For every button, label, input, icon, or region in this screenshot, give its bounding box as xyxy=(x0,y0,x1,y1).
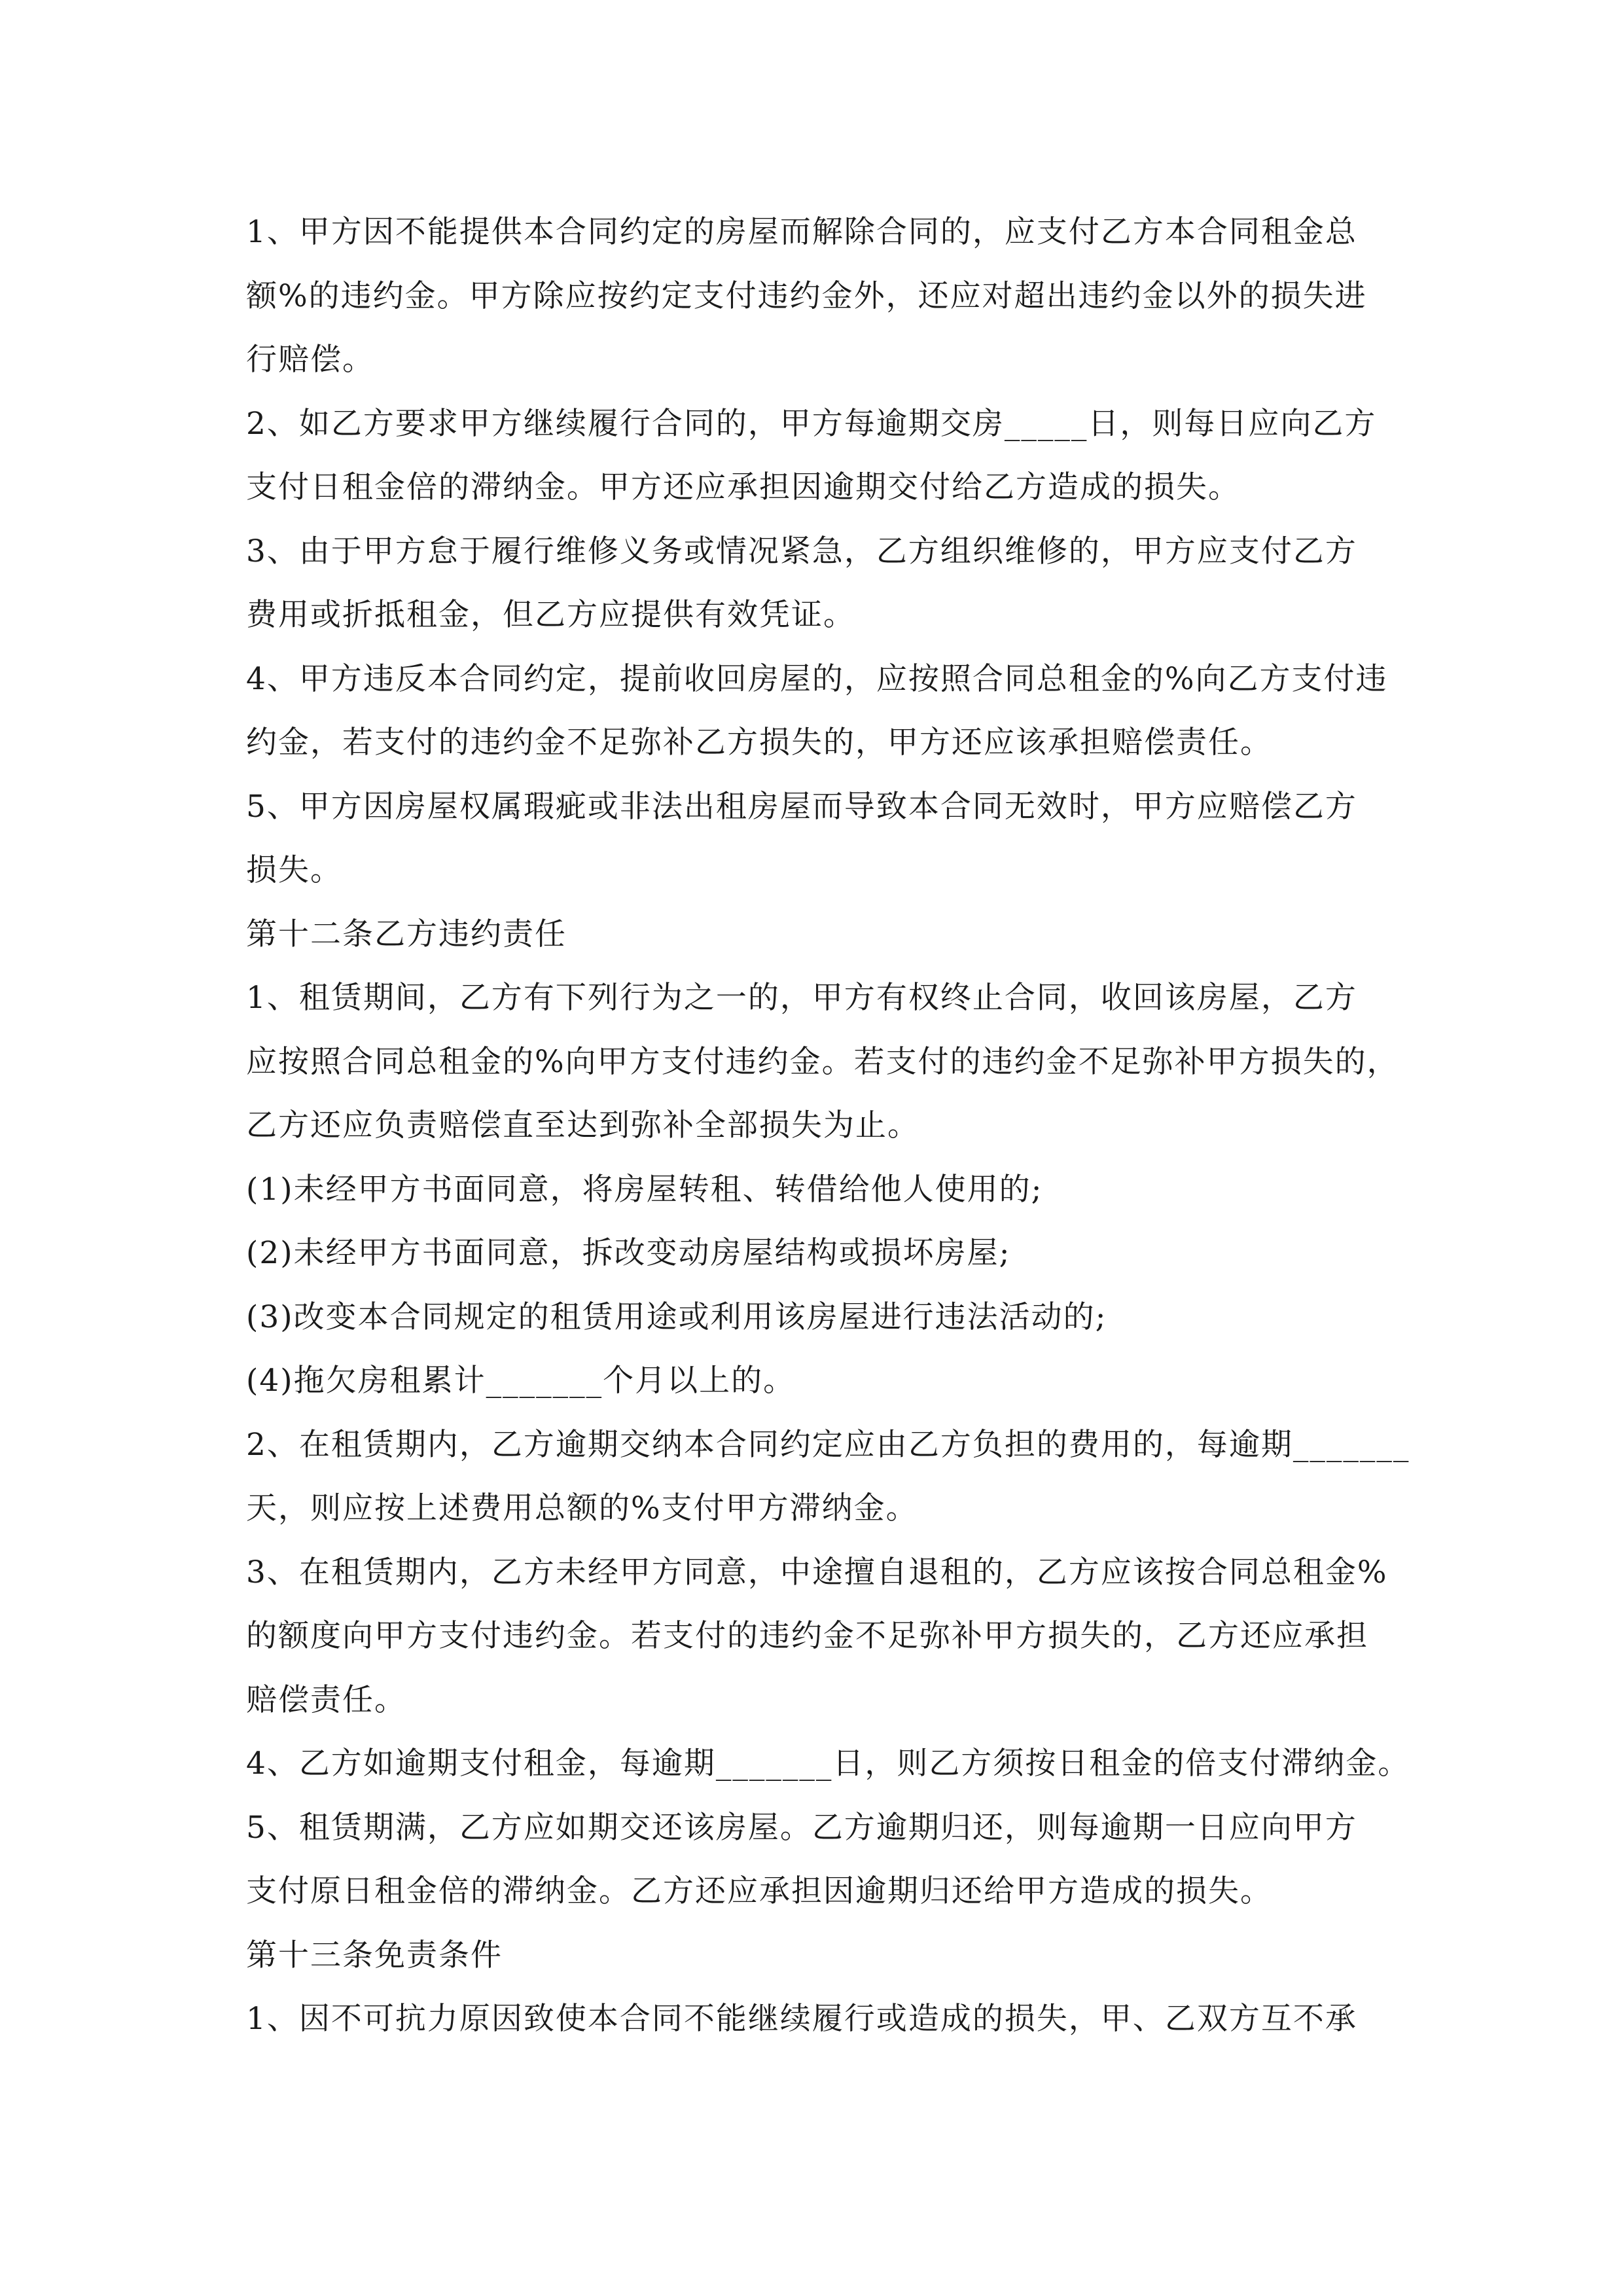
line-02: 额%的违约金。甲方除应按约定支付违约金外，还应对超出违约金以外的损失进 xyxy=(246,278,1367,314)
line-25: 4、乙方如逾期支付租金，每逾期_______日，则乙方须按日租金的倍支付滞纳金。 xyxy=(246,1746,1410,1782)
line-01: 1、甲方因不能提供本合同约定的房屋而解除合同的，应支付乙方本合同租金总 xyxy=(246,214,1357,250)
line-13: 1、租赁期间，乙方有下列行为之一的，甲方有权终止合同，收回该房屋，乙方 xyxy=(246,980,1357,1016)
line-08: 4、甲方违反本合同约定，提前收回房屋的，应按照合同总租金的%向乙方支付违 xyxy=(246,661,1388,697)
line-05: 支付日租金倍的滞纳金。甲方还应承担因逾期交付给乙方造成的损失。 xyxy=(246,469,1240,505)
line-20: 2、在租赁期内，乙方逾期交纳本合同约定应由乙方负担的费用的，每逾期_______ xyxy=(246,1427,1410,1463)
line-16: (1)未经甲方书面同意，将房屋转租、转借给他人使用的; xyxy=(246,1172,1043,1208)
line-03: 行赔偿。 xyxy=(246,342,374,378)
line-10: 5、甲方因房屋权属瑕疵或非法出租房屋而导致本合同无效时，甲方应赔偿乙方 xyxy=(246,789,1357,825)
section-heading-12: 第十二条乙方违约责任 xyxy=(246,916,567,952)
line-29: 1、因不可抗力原因致使本合同不能继续履行或造成的损失，甲、乙双方互不承 xyxy=(246,2001,1357,2037)
line-24: 赔偿责任。 xyxy=(246,1682,406,1718)
line-27: 支付原日租金倍的滞纳金。乙方还应承担因逾期归还给甲方造成的损失。 xyxy=(246,1873,1272,1909)
line-14: 应按照合同总租金的%向甲方支付违约金。若支付的违约金不足弥补甲方损失的， xyxy=(246,1044,1399,1080)
line-07: 费用或折抵租金，但乙方应提供有效凭证。 xyxy=(246,597,855,633)
line-18: (3)改变本合同规定的租赁用途或利用该房屋进行违法活动的; xyxy=(246,1299,1107,1335)
line-26: 5、租赁期满，乙方应如期交还该房屋。乙方逾期归还，则每逾期一日应向甲方 xyxy=(246,1810,1357,1846)
line-11: 损失。 xyxy=(246,852,342,888)
line-17: (2)未经甲方书面同意，拆改变动房屋结构或损坏房屋; xyxy=(246,1235,1011,1271)
section-heading-13: 第十三条免责条件 xyxy=(246,1937,503,1973)
line-15: 乙方还应负责赔偿直至达到弥补全部损失为止。 xyxy=(246,1107,919,1143)
line-09: 约金，若支付的违约金不足弥补乙方损失的，甲方还应该承担赔偿责任。 xyxy=(246,725,1272,761)
line-21: 天，则应按上述费用总额的%支付甲方滞纳金。 xyxy=(246,1490,918,1526)
line-22: 3、在租赁期内，乙方未经甲方同意，中途擅自退租的，乙方应该按合同总租金% xyxy=(246,1554,1388,1590)
line-19: (4)拖欠房租累计_______个月以上的。 xyxy=(246,1363,796,1399)
line-04: 2、如乙方要求甲方继续履行合同的，甲方每逾期交房_____日，则每日应向乙方 xyxy=(246,406,1377,442)
line-06: 3、由于甲方怠于履行维修义务或情况紧急，乙方组织维修的，甲方应支付乙方 xyxy=(246,533,1357,569)
line-23: 的额度向甲方支付违约金。若支付的违约金不足弥补甲方损失的，乙方还应承担 xyxy=(246,1618,1368,1654)
